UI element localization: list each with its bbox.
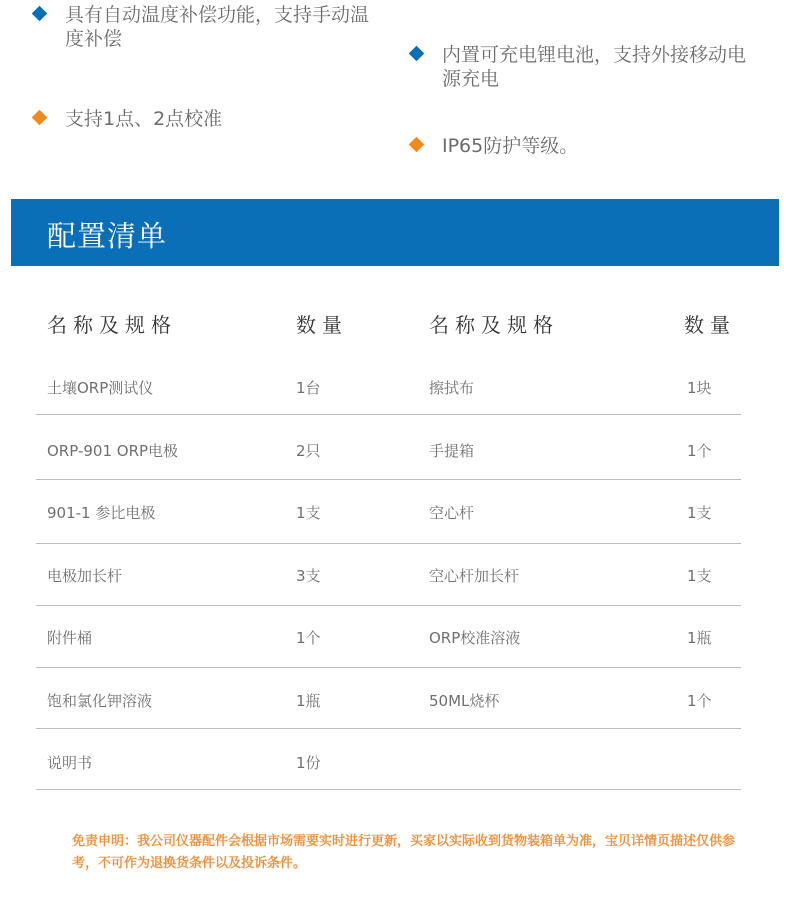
cell-name: 手提箱 bbox=[429, 442, 475, 460]
config-list-banner bbox=[11, 199, 779, 266]
row-divider bbox=[36, 667, 741, 668]
cell-qty: 1瓶 bbox=[687, 629, 712, 647]
cell-qty: 1支 bbox=[296, 504, 321, 522]
feature-battery bbox=[411, 43, 756, 91]
banner-title: 配置清单 bbox=[47, 219, 168, 253]
row-divider bbox=[36, 605, 741, 606]
cell-name: 50ML烧杯 bbox=[429, 692, 500, 710]
cell-name: 901-1 参比电极 bbox=[47, 504, 156, 522]
header-qty-right: 数量 bbox=[684, 313, 736, 337]
header-name-left: 名称及规格 bbox=[47, 313, 177, 337]
cell-qty: 1支 bbox=[687, 567, 712, 585]
cell-qty: 1块 bbox=[687, 379, 712, 397]
cell-qty: 1支 bbox=[687, 504, 712, 522]
feature-auto-temp bbox=[34, 3, 379, 51]
diamond-bullet-icon bbox=[409, 46, 425, 62]
row-divider bbox=[36, 414, 741, 415]
row-divider bbox=[36, 479, 741, 480]
cell-name: 空心杆 bbox=[429, 504, 475, 522]
diamond-bullet-icon bbox=[409, 137, 425, 153]
header-qty-left: 数量 bbox=[296, 313, 348, 337]
disclaimer-text: 免责申明：我公司仪器配件会根据市场需要实时进行更新，买家以实际收到货物装箱单为准，宝贝详情页描述仅供参考，不可作为退换货条件以及投诉条件。 bbox=[72, 834, 736, 871]
cell-qty: 1个 bbox=[687, 442, 712, 460]
cell-qty: 2只 bbox=[296, 442, 321, 460]
cell-name: 电极加长杆 bbox=[47, 567, 123, 585]
feature-calibration bbox=[34, 107, 379, 131]
cell-qty: 1瓶 bbox=[296, 692, 321, 710]
feature-text: 具有自动温度补偿功能，支持手动温度补偿 bbox=[65, 4, 370, 50]
feature-text: IP65防护等级。 bbox=[442, 135, 579, 157]
cell-qty: 3支 bbox=[296, 567, 321, 585]
cell-qty: 1台 bbox=[296, 379, 321, 397]
row-divider bbox=[36, 789, 741, 790]
cell-name: 擦拭布 bbox=[429, 379, 475, 397]
header-name-right: 名称及规格 bbox=[429, 313, 559, 337]
cell-name: 土壤ORP测试仪 bbox=[47, 379, 154, 397]
feature-text: 支持1点、2点校准 bbox=[65, 108, 223, 130]
cell-name: ORP-901 ORP电极 bbox=[47, 442, 179, 460]
feature-ip65 bbox=[411, 134, 756, 158]
cell-qty: 1份 bbox=[296, 754, 321, 772]
feature-text: 内置可充电锂电池，支持外接移动电源充电 bbox=[442, 44, 747, 90]
cell-qty: 1个 bbox=[296, 629, 321, 647]
diamond-bullet-icon bbox=[32, 6, 48, 22]
row-divider bbox=[36, 728, 741, 729]
cell-name: 说明书 bbox=[47, 754, 93, 772]
cell-name: ORP校准溶液 bbox=[429, 629, 521, 647]
cell-name: 附件桶 bbox=[47, 629, 93, 647]
diamond-bullet-icon bbox=[32, 110, 48, 126]
row-divider bbox=[36, 543, 741, 544]
cell-qty: 1个 bbox=[687, 692, 712, 710]
cell-name: 饱和氯化钾溶液 bbox=[47, 692, 153, 710]
cell-name: 空心杆加长杆 bbox=[429, 567, 520, 585]
